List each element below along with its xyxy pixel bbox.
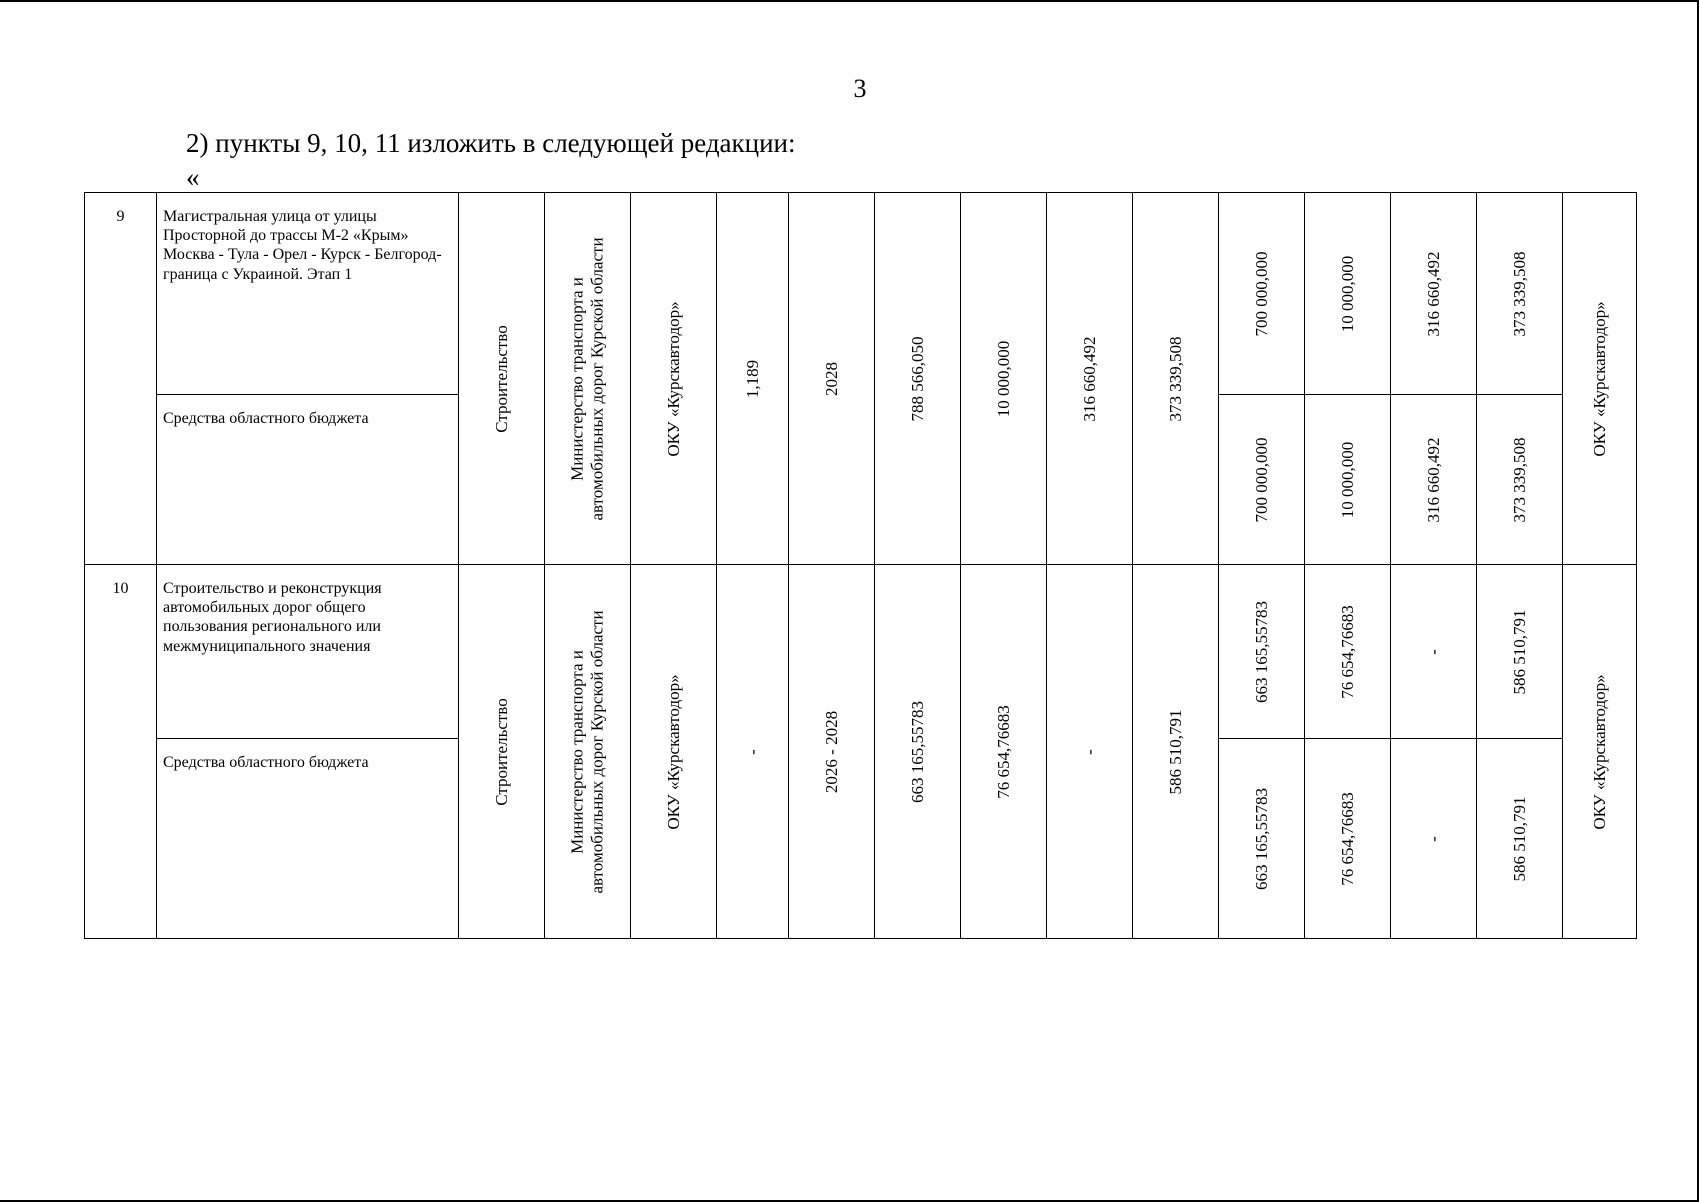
- funding-year-1: 76 654,76683: [1337, 604, 1357, 699]
- project-title: Магистральная улица от улицы Просторной до трассы М-2 «Крым» Москва - Тула - Орел - Курск - Белгород-граница с Украиной. Этап 1: [157, 193, 459, 395]
- budget-year-2: 316 660,492: [1423, 437, 1443, 522]
- estimated-cost: 663 165,55783: [907, 700, 927, 803]
- table-row: [85, 193, 1637, 395]
- budget-year-2: -: [1423, 835, 1443, 842]
- budget-source: Средства областного бюджета: [157, 739, 459, 939]
- operator-cell: [1563, 565, 1637, 939]
- funding-year-3: 373 339,508: [1509, 251, 1529, 336]
- work-type-cell: [459, 565, 545, 939]
- funding-total: 700 000,000: [1251, 251, 1271, 336]
- value-1: 10 000,000: [993, 340, 1013, 417]
- value-1: 76 654,76683: [993, 704, 1013, 799]
- operator: ОКУ «Курскавтодор»: [1589, 300, 1609, 457]
- funding-year-2: 316 660,492: [1423, 251, 1443, 336]
- funding-year-1-cell: [1305, 193, 1391, 395]
- page-number: 3: [853, 74, 867, 103]
- value-1-cell: [961, 193, 1047, 565]
- project-title: Строительство и реконструкция автомобильных дорог общего пользования регионального или межмуниципального значения: [157, 565, 459, 739]
- value-2-cell: [1047, 565, 1133, 939]
- budget-year-2-cell: [1391, 395, 1477, 565]
- budget-total-cell: [1219, 739, 1305, 939]
- budget-total: 663 165,55783: [1251, 787, 1271, 890]
- capacity: -: [742, 748, 762, 755]
- budget-year-1-cell: [1305, 395, 1391, 565]
- value-3-cell: [1133, 193, 1219, 565]
- customer: Министерство транспорта и автомобильных дорог Курской области: [567, 236, 607, 521]
- funding-year-3-cell: [1477, 565, 1563, 739]
- budget-year-3-cell: [1477, 395, 1563, 565]
- budget-year-1: 76 654,76683: [1337, 791, 1357, 886]
- builder: ОКУ «Курскавтодор»: [663, 300, 683, 457]
- intro-text: 2) пункты 9, 10, 11 изложить в следующей редакции:: [186, 128, 796, 158]
- funding-year-1: 10 000,000: [1337, 255, 1357, 332]
- budget-total-cell: [1219, 395, 1305, 565]
- builder-cell: [631, 193, 717, 565]
- estimated-cost: 788 566,050: [907, 336, 927, 421]
- value-3-cell: [1133, 565, 1219, 939]
- value-2: 316 660,492: [1079, 336, 1099, 421]
- period: 2028: [821, 361, 841, 396]
- funding-year-2-cell: [1391, 565, 1477, 739]
- funding-year-1-cell: [1305, 565, 1391, 739]
- funding-year-3: 586 510,791: [1509, 609, 1529, 694]
- period-cell: [789, 565, 875, 939]
- opening-quote-mark: «: [186, 162, 200, 192]
- cost-cell: [875, 193, 961, 565]
- cost-cell: [875, 565, 961, 939]
- operator: ОКУ «Курскавтодор»: [1589, 673, 1609, 830]
- budget-year-1: 10 000,000: [1337, 441, 1357, 518]
- budget-year-2-cell: [1391, 739, 1477, 939]
- capacity: 1,189: [742, 359, 762, 398]
- row-number: 10: [85, 565, 157, 939]
- table-row: [85, 565, 1637, 739]
- capacity-cell: [717, 193, 789, 565]
- funding-total: 663 165,55783: [1251, 600, 1271, 703]
- capacity-cell: [717, 565, 789, 939]
- projects-table: [84, 192, 1637, 939]
- value-1-cell: [961, 565, 1047, 939]
- period-cell: [789, 193, 875, 565]
- funding-year-2: -: [1423, 648, 1443, 655]
- funding-total-cell: [1219, 193, 1305, 395]
- value-3: 586 510,791: [1165, 709, 1185, 794]
- value-2: -: [1079, 748, 1099, 755]
- customer-cell: [545, 565, 631, 939]
- period: 2026 - 2028: [821, 710, 841, 793]
- budget-source: Средства областного бюджета: [157, 395, 459, 565]
- builder: ОКУ «Курскавтодор»: [663, 673, 683, 830]
- funding-year-3-cell: [1477, 193, 1563, 395]
- funding-year-2-cell: [1391, 193, 1477, 395]
- work-type-cell: [459, 193, 545, 565]
- customer: Министерство транспорта и автомобильных дорог Курской области: [567, 609, 607, 894]
- budget-total: 700 000,000: [1251, 437, 1271, 522]
- value-3: 373 339,508: [1165, 336, 1185, 421]
- operator-cell: [1563, 193, 1637, 565]
- budget-year-3: 373 339,508: [1509, 437, 1529, 522]
- budget-year-1-cell: [1305, 739, 1391, 939]
- work-type: Строительство: [491, 697, 511, 806]
- row-number: 9: [85, 193, 157, 565]
- budget-year-3: 586 510,791: [1509, 796, 1529, 881]
- budget-year-3-cell: [1477, 739, 1563, 939]
- funding-total-cell: [1219, 565, 1305, 739]
- work-type: Строительство: [491, 324, 511, 433]
- value-2-cell: [1047, 193, 1133, 565]
- customer-cell: [545, 193, 631, 565]
- builder-cell: [631, 565, 717, 939]
